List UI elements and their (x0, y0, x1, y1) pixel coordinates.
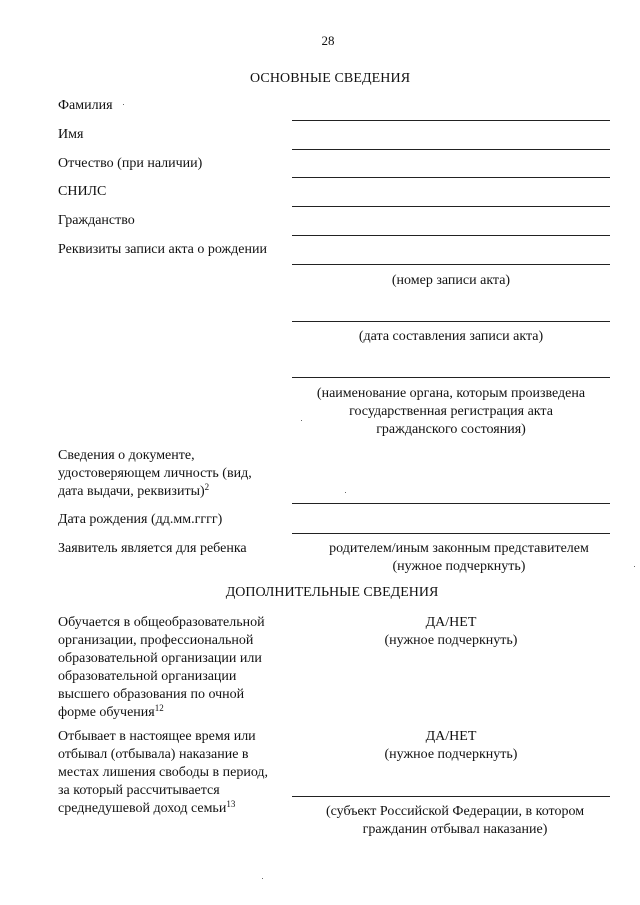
applicant-relation-hint: (нужное подчеркнуть) (392, 559, 526, 574)
name-line[interactable] (292, 149, 610, 150)
surname-line[interactable] (292, 120, 610, 121)
birth-record-number-line[interactable] (292, 264, 610, 265)
authority-line[interactable] (292, 377, 610, 378)
education-hint: (нужное подчеркнуть) (384, 633, 518, 648)
scan-speck (345, 492, 346, 493)
footnote-12: 12 (154, 703, 164, 713)
patronymic-label: Отчество (при наличии) (58, 156, 203, 171)
main-section-title: ОСНОВНЫЕ СВЕДЕНИЯ (250, 71, 411, 86)
scan-speck (262, 878, 263, 879)
applicant-relation-label: Заявитель является для ребенка (58, 541, 247, 556)
authority-hint (292, 385, 610, 439)
snils-line[interactable] (292, 206, 610, 207)
imprisonment-yes-no[interactable]: ДА/НЕТ (425, 729, 477, 744)
scan-speck (301, 420, 302, 421)
footnote-13: 13 (226, 799, 236, 809)
additional-section-title: ДОПОЛНИТЕЛЬНЫЕ СВЕДЕНИЯ (225, 585, 439, 600)
authority-hint-line-1: (наименование органа, которым произведена (316, 386, 586, 401)
citizenship-line[interactable] (292, 235, 610, 236)
education-label: Обучается в общеобразовательной организации, профессиональной образовательной организации или образовательной организации высшего образования по очной форме обучения$^{12}$ (58, 615, 265, 720)
scan-speck (634, 566, 635, 567)
record-date-line[interactable] (292, 321, 610, 322)
footnote-2: 2 (204, 482, 210, 492)
record-date-hint: (дата составления записи акта) (358, 329, 544, 344)
imprisonment-region-line[interactable] (292, 796, 610, 797)
snils-label: СНИЛС (58, 184, 107, 199)
imprisonment-answer (292, 728, 610, 764)
citizenship-label: Гражданство (58, 213, 135, 228)
scan-speck (123, 104, 124, 105)
identity-document-line[interactable] (292, 503, 610, 504)
page-number: 28 (321, 33, 335, 48)
record-number-hint: (номер записи акта) (391, 273, 511, 288)
authority-hint-line-2: государственная регистрация акта (349, 404, 553, 419)
patronymic-line[interactable] (292, 177, 610, 178)
name-label: Имя (58, 127, 84, 142)
applicant-relation-options[interactable]: родителем/иным законным представителем (329, 541, 589, 556)
birth-date-line[interactable] (292, 533, 610, 534)
birth-record-label: Реквизиты записи акта о рождении (58, 242, 267, 257)
surname-label: Фамилия (58, 98, 113, 113)
authority-hint-line-3: гражданского состояния) (376, 422, 526, 437)
education-yes-no[interactable]: ДА/НЕТ (425, 615, 477, 630)
imprisonment-label: Отбывает в настоящее время или отбывал (отбывала) наказание в местах лишения свободы в период, за который рассчитывается среднедушевой доход семьи$^{13}$ (58, 729, 269, 816)
imprisonment-hint: (нужное подчеркнуть) (384, 747, 518, 762)
imprisonment-region-hint: (субъект Российской Федерации, в котором гражданин отбывал наказание) (325, 804, 585, 837)
education-answer (292, 614, 610, 650)
identity-document-label: Сведения о документе, удостоверяющем личность (вид, дата выдачи, реквизиты)$^2$ (58, 448, 252, 499)
applicant-relation-value (300, 540, 618, 576)
birth-date-label: Дата рождения (дд.мм.гггг) (58, 512, 223, 527)
